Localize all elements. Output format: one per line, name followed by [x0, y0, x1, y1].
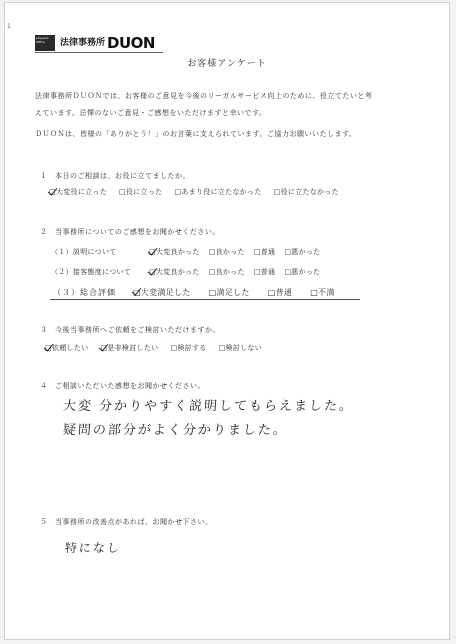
q1-option-4[interactable]: □役に立たなかった: [273, 188, 339, 196]
q2-row-1-option-4[interactable]: □悪かった: [284, 248, 321, 256]
q2-row-2-option-1[interactable]: □大変良かった: [149, 268, 200, 276]
survey-sheet: [4, 2, 450, 640]
page-title: お客様アンケート: [187, 59, 267, 69]
q2-row-2-options: [149, 267, 320, 277]
q3-options: [45, 343, 262, 353]
q3-option-4[interactable]: □検討しない: [218, 344, 262, 352]
q2-row-2-option-3[interactable]: □普通: [253, 268, 276, 276]
q2-row-3-option-4[interactable]: □不満: [310, 288, 335, 297]
q4-answer-line-2: 疑問の部分がよく分かりました。: [62, 423, 289, 438]
q1-option-1[interactable]: □大変役に立った: [49, 188, 108, 196]
q4-answer-line-1: 大変 分かりやすく説明してもらえました。: [62, 399, 355, 414]
q2-row-3-label: （３）総合評価: [53, 288, 116, 297]
q3-option-1[interactable]: □依頼したい: [45, 344, 89, 352]
q2-row-2-label: （２）接客態度について: [51, 268, 132, 276]
q2-row-1-option-1[interactable]: □大変良かった: [149, 248, 200, 256]
q2-row-3-options: [133, 287, 335, 298]
intro-line-1: 法律事務所ＤＵＯＮでは、お客様のご意見を今後のリーガルサービス向上のために、役立てたいと考: [35, 92, 373, 100]
q1-option-2[interactable]: □役に立った: [119, 188, 163, 196]
question-2: ２ 当事務所についてのご感想をお聞かせください。: [40, 228, 220, 236]
question-4: ４ ご相談いただいた感想をお聞かせください。: [40, 382, 205, 390]
question-5: ５ 当事務所の改善点があれば、お聞かせ下さい。: [40, 518, 213, 526]
logo-underline: [35, 52, 163, 53]
q2-row-1-label: （１）説明について: [51, 248, 117, 256]
question-1: １ 本日のご相談は、お役に立てましたか。: [40, 172, 190, 180]
q1-options: [49, 187, 339, 197]
logo-brand-name: DUON: [107, 34, 155, 52]
page-mark: 1: [7, 23, 11, 30]
intro-line-3: ＤＵＯＮは、皆様の「ありがとう！」のお言葉に支えられています。ご協力お願いいたします。: [35, 130, 357, 138]
q2-row-2-option-4[interactable]: □悪かった: [284, 268, 321, 276]
q2-row-1-option-3[interactable]: □普通: [253, 248, 276, 256]
q3-option-3[interactable]: □検討する: [170, 344, 207, 352]
intro-line-2: えています。忌憚のないご意見・ご感想をいただけますと幸いです。: [35, 109, 267, 117]
q2-row-1-options: [149, 247, 320, 257]
q2-row-2-option-2[interactable]: □良かった: [208, 268, 245, 276]
q2-row-3-underline: [50, 299, 360, 300]
q2-row-3-option-2[interactable]: □満足した: [208, 288, 250, 297]
q3-option-2[interactable]: □是非検討したい: [100, 344, 159, 352]
q2-row-1-option-2[interactable]: □良かった: [208, 248, 245, 256]
logo-firm-label: 法律事務所: [60, 38, 106, 48]
question-3: ３ 今後当事務所へご依頼をご検討いただけますか。: [40, 326, 220, 334]
logo-emblem: Lawyers Office: [35, 35, 55, 51]
firm-logo: [35, 33, 155, 51]
q1-option-3[interactable]: □あまり役に立たなかった: [174, 188, 262, 196]
q2-row-3-option-1[interactable]: □大変満足した: [133, 288, 191, 297]
q2-row-3-option-3[interactable]: □普通: [267, 288, 293, 297]
q5-answer: 特になし: [64, 541, 122, 555]
